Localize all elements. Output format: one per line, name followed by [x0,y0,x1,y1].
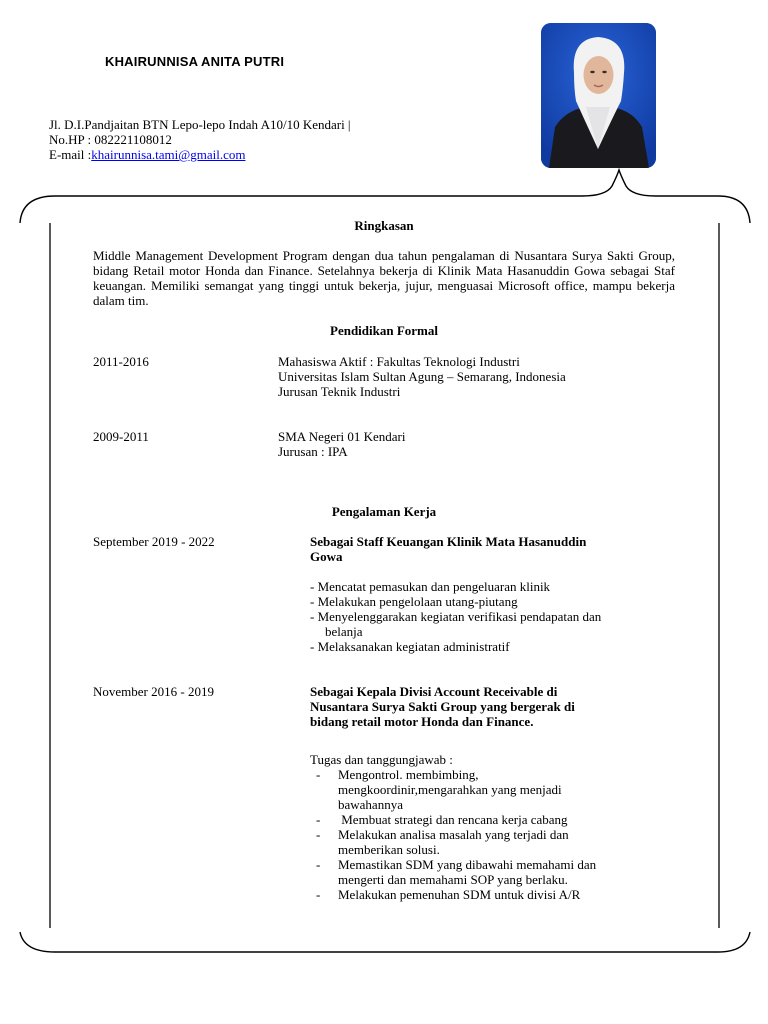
job-title-line: Sebagai Kepala Divisi Account Receivable di [310,684,558,699]
duty-item: - Mencatat pemasukan dan pengeluaran klinik [310,579,551,594]
education-period-2: 2009-2011 [93,429,149,444]
task-item [310,767,596,812]
job-title-line: bidang retail motor Honda dan Finance. [310,714,534,729]
job-period-2: November 2016 - 2019 [93,684,214,699]
task-dash: - [316,887,321,902]
job-details-1 [310,534,601,654]
task-line: Mengontrol. membimbing, [338,767,479,782]
summary-text: Middle Management Development Program dengan dua tahun pengalaman di Nusantara Surya Sakti Group, bidang Retail motor Honda dan Finance. Setelahnya bekerja di Klinik Mata Hasanuddin Gowa sebagai Staf keuangan. Memiliki semangat yang tinggi untuk bekerja, jujur, menguasai Microsoft office, mampu bekerja dalam tim. [93,248,675,308]
task-line: Memastikan SDM yang dibawahi memahami dan [338,857,597,872]
task-line: mengerti dan memahami SOP yang berlaku. [338,872,568,887]
task-line: memberikan solusi. [338,842,440,857]
task-dash: - [316,767,321,782]
tasks-list [310,767,596,902]
education-line: SMA Negeri 01 Kendari [278,429,406,444]
job-title-line: Gowa [310,549,343,564]
email-label: E-mail : [49,147,92,162]
task-line: Melakukan analisa masalah yang terjadi dan [338,827,569,842]
task-dash: - [316,857,321,872]
task-line: Melakukan pemenuhan SDM untuk divisi A/R [338,887,581,902]
task-line: Membuat strategi dan rencana kerja cabang [338,812,568,827]
task-dash: - [316,827,321,842]
task-item [310,812,596,827]
education-details-2 [278,429,405,459]
experience-heading: Pengalaman Kerja [331,504,437,519]
task-line: bawahannya [338,797,403,812]
duty-item: - Melaksanakan kegiatan administratif [310,639,510,654]
task-item [310,827,596,857]
email-link[interactable]: khairunnisa.tami@gmail.com [91,147,246,162]
job-period-1: September 2019 - 2022 [93,534,215,549]
job-title-line: Sebagai Staff Keuangan Klinik Mata Hasanuddin [310,534,587,549]
job-title-line: Nusantara Surya Sakti Group yang bergerak di [310,699,575,714]
task-item [310,857,596,887]
education-heading: Pendidikan Formal [330,323,438,338]
education-line: Jurusan : IPA [278,444,348,459]
task-line: mengkoordinir,mengarahkan yang menjadi [338,782,562,797]
candidate-name: KHAIRUNNISA ANITA PUTRI [105,54,285,69]
duty-item: - Melakukan pengelolaan utang-piutang [310,594,518,609]
education-period-1: 2011-2016 [93,354,149,369]
task-dash: - [316,812,321,827]
task-item [310,887,596,902]
education-details-1 [278,354,566,399]
tasks-label: Tugas dan tanggungjawab : [310,752,453,767]
address-line: Jl. D.I.Pandjaitan BTN Lepo-lepo Indah A10/10 Kendari | [49,117,351,132]
education-line: Universitas Islam Sultan Agung – Semarang, Indonesia [278,369,566,384]
duty-item: - Menyelenggarakan kegiatan verifikasi pendapatan dan [310,609,602,624]
job-details-2 [310,684,596,902]
education-line: Jurusan Teknik Industri [278,384,401,399]
education-line: Mahasiswa Aktif : Fakultas Teknologi Industri [278,354,520,369]
summary-heading: Ringkasan [354,218,414,233]
duty-item-continuation: belanja [325,624,363,639]
phone-line: No.HP : 082221108012 [49,132,172,147]
